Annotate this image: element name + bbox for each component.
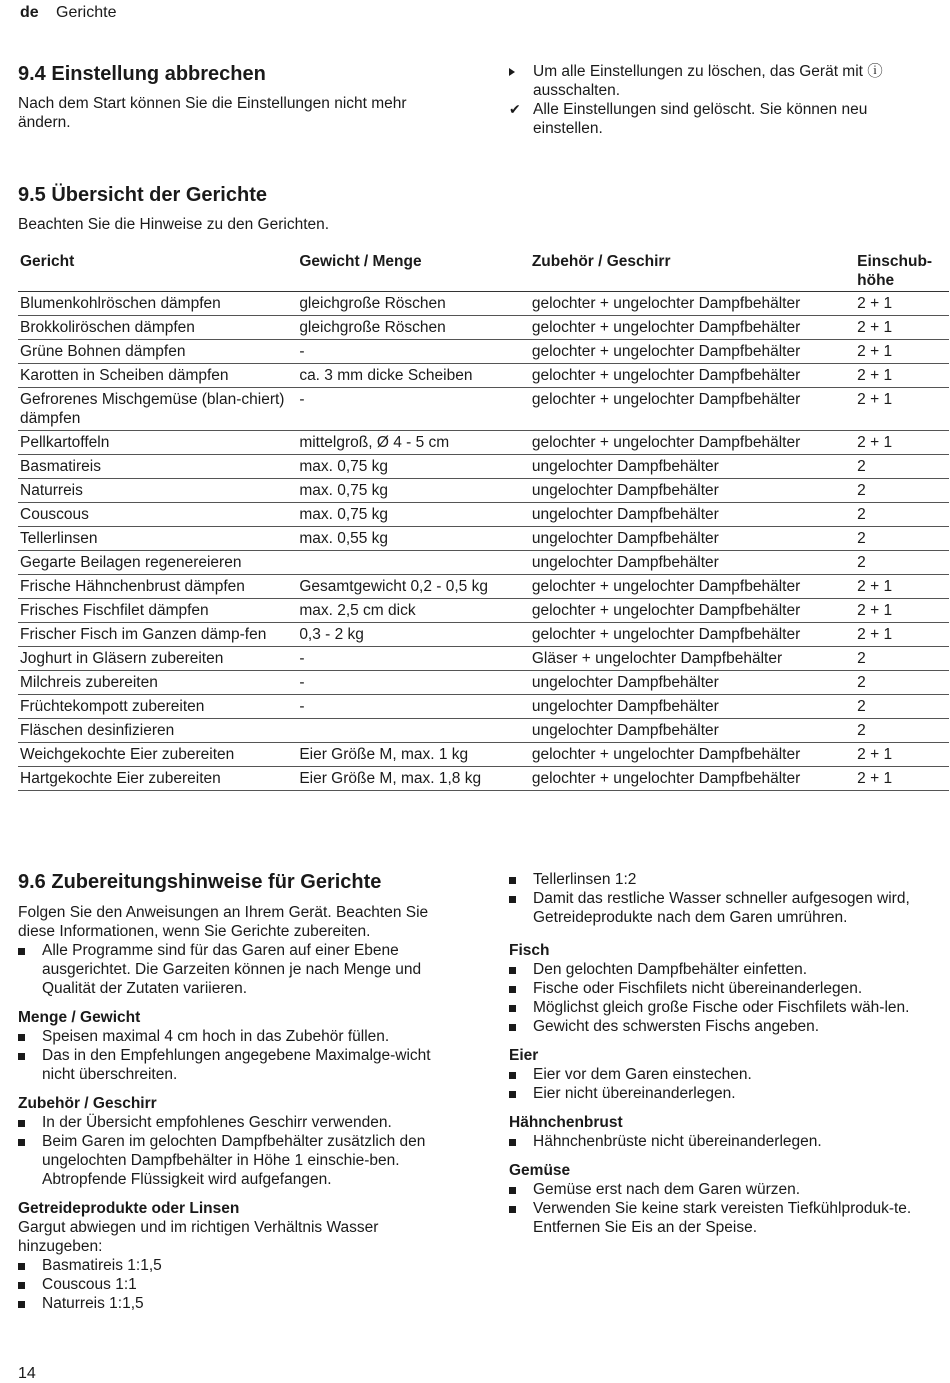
- table-row: [18, 599, 949, 623]
- bullet-icon: [18, 941, 25, 960]
- cell-weight: -: [297, 647, 530, 671]
- list-item-text: Hähnchenbrüste nicht übereinanderlegen.: [533, 1133, 822, 1150]
- cell-accessory: gelochter + ungelochter Dampfbehälter: [530, 575, 855, 599]
- cell-level: 2 + 1: [855, 623, 949, 647]
- table-row: [18, 340, 949, 364]
- subheading-getreide: Getreideprodukte oder Linsen: [18, 1200, 240, 1217]
- section-9-4: [18, 62, 448, 132]
- cell-level: 2 + 1: [855, 575, 949, 599]
- list-item-text: Alle Programme sind für das Garen auf einer Ebene ausgerichtet. Die Garzeiten können je nach Menge und Qualität der Zutaten variieren.: [42, 942, 422, 997]
- bullet-icon: [509, 1084, 516, 1103]
- cell-dish: Hartgekochte Eier zubereiten: [18, 767, 297, 791]
- bullet-icon: [509, 870, 516, 889]
- cell-level: 2: [855, 503, 949, 527]
- cell-level: 2: [855, 695, 949, 719]
- list-item-text: Fische oder Fischfilets nicht übereinanderlegen.: [533, 980, 863, 997]
- haehnchen-list: [509, 1132, 947, 1151]
- check-icon: ✔: [509, 101, 521, 117]
- bullet-icon: [509, 960, 516, 979]
- table-row: [18, 431, 949, 455]
- table-row: [18, 527, 949, 551]
- table-row: [18, 388, 949, 431]
- subheading-fisch: Fisch: [509, 942, 550, 959]
- table-row: [18, 743, 949, 767]
- bullet-icon: [509, 1017, 516, 1036]
- list-item-text: Das in den Empfehlungen angegebene Maximalge-wicht nicht überschreiten.: [42, 1047, 431, 1083]
- s96-intro: Folgen Sie den Anweisungen an Ihrem Gerät. Beachten Sie diese Informationen, wenn Sie Gerichte zubereiten.: [18, 904, 429, 940]
- step-text: Um alle Einstellungen zu löschen, das Gerät mit ⓘ ausschalten.: [533, 63, 883, 99]
- cell-weight: [297, 551, 530, 575]
- cell-weight: 0,3 - 2 kg: [297, 623, 530, 647]
- cell-level: 2: [855, 671, 949, 695]
- cell-weight: max. 0,75 kg: [297, 479, 530, 503]
- bullet-icon: [509, 998, 516, 1017]
- cell-weight: max. 0,75 kg: [297, 455, 530, 479]
- cell-accessory: ungelochter Dampfbehälter: [530, 527, 855, 551]
- cell-weight: gleichgroße Röschen: [297, 292, 530, 316]
- cell-dish: Basmatireis: [18, 455, 297, 479]
- list-item: [18, 1046, 463, 1084]
- cell-accessory: ungelochter Dampfbehälter: [530, 479, 855, 503]
- cell-level: 2: [855, 527, 949, 551]
- cell-accessory: gelochter + ungelochter Dampfbehälter: [530, 388, 855, 431]
- bullet-icon: [18, 1275, 25, 1294]
- subheading-gemuese: Gemüse: [509, 1162, 571, 1179]
- list-item-text: Damit das restliche Wasser schneller aufgesogen wird, Getreideprodukte nach dem Garen umrühren.: [533, 890, 910, 926]
- list-item: [18, 1113, 463, 1132]
- bullet-icon: [18, 1294, 25, 1313]
- cell-weight: Gesamtgewicht 0,2 - 0,5 kg: [297, 575, 530, 599]
- cell-dish: Frisches Fischfilet dämpfen: [18, 599, 297, 623]
- bullet-icon: [18, 1113, 25, 1132]
- cell-dish: Gefrorenes Mischgemüse (blan-chiert) dämpfen: [18, 388, 297, 431]
- cell-accessory: Gläser + ungelochter Dampfbehälter: [530, 647, 855, 671]
- list-item-text: Naturreis 1:1,5: [42, 1295, 144, 1312]
- list-item: [509, 1065, 947, 1084]
- cell-dish: Frische Hähnchenbrust dämpfen: [18, 575, 297, 599]
- table-row: [18, 292, 949, 316]
- list-item: [18, 1256, 463, 1275]
- list-item: [509, 1180, 947, 1199]
- cell-accessory: gelochter + ungelochter Dampfbehälter: [530, 767, 855, 791]
- list-item: [509, 1199, 947, 1237]
- list-item: [18, 1027, 463, 1046]
- cell-level: 2 + 1: [855, 340, 949, 364]
- bullet-icon: [509, 889, 516, 908]
- cell-accessory: gelochter + ungelochter Dampfbehälter: [530, 340, 855, 364]
- language-label: de: [20, 4, 39, 21]
- list-item-text: Verwenden Sie keine stark vereisten Tiefkühlproduk-te. Entfernen Sie Eis an der Speise.: [533, 1200, 912, 1236]
- cell-dish: Karotten in Scheiben dämpfen: [18, 364, 297, 388]
- cell-weight: -: [297, 388, 530, 431]
- list-item: [509, 998, 947, 1017]
- cell-weight: gleichgroße Röschen: [297, 316, 530, 340]
- cell-level: 2: [855, 647, 949, 671]
- list-item-text: Basmatireis 1:1,5: [42, 1257, 162, 1274]
- bullet-icon: [18, 1132, 25, 1151]
- table-row: [18, 316, 949, 340]
- list-item-text: Gemüse erst nach dem Garen würzen.: [533, 1181, 801, 1198]
- list-item: [509, 960, 947, 979]
- getreide-list-cont: [509, 870, 947, 927]
- result-item: [509, 100, 939, 138]
- cell-weight: mittelgroß, Ø 4 - 5 cm: [297, 431, 530, 455]
- cell-dish: Früchtekompott zubereiten: [18, 695, 297, 719]
- cell-accessory: gelochter + ungelochter Dampfbehälter: [530, 292, 855, 316]
- list-item: [18, 1132, 463, 1189]
- eier-list: [509, 1065, 947, 1103]
- cell-accessory: gelochter + ungelochter Dampfbehälter: [530, 431, 855, 455]
- list-item-text: Beim Garen im gelochten Dampfbehälter zusätzlich den ungelochten Dampfbehälter in Höhe 1 einschie-ben. Abtropfende Flüssigkeit wird aufgefangen.: [42, 1133, 426, 1188]
- getreide-text: Gargut abwiegen und im richtigen Verhältnis Wasser hinzugeben:: [18, 1219, 379, 1255]
- bullet-icon: [509, 1065, 516, 1084]
- subheading-zubehoer: Zubehör / Geschirr: [18, 1095, 157, 1112]
- cell-dish: Milchreis zubereiten: [18, 671, 297, 695]
- cell-accessory: ungelochter Dampfbehälter: [530, 695, 855, 719]
- arrow-icon: [509, 62, 515, 81]
- cell-accessory: ungelochter Dampfbehälter: [530, 719, 855, 743]
- list-item: [509, 1084, 947, 1103]
- cell-level: 2 + 1: [855, 292, 949, 316]
- cell-accessory: ungelochter Dampfbehälter: [530, 503, 855, 527]
- cell-dish: Blumenkohlröschen dämpfen: [18, 292, 297, 316]
- list-item: [509, 1017, 947, 1036]
- col-header-level: Einschub-höhe: [855, 250, 949, 292]
- cell-dish: Weichgekochte Eier zubereiten: [18, 743, 297, 767]
- cell-dish: Tellerlinsen: [18, 527, 297, 551]
- cell-accessory: gelochter + ungelochter Dampfbehälter: [530, 623, 855, 647]
- cell-level: 2 + 1: [855, 431, 949, 455]
- heading-9-4: 9.4 Einstellung abbrechen: [18, 63, 266, 85]
- menge-list: [18, 1027, 463, 1084]
- intro-bullet-list: [18, 941, 463, 998]
- cell-level: 2 + 1: [855, 316, 949, 340]
- cell-weight: -: [297, 695, 530, 719]
- bullet-icon: [509, 1132, 516, 1151]
- list-item-text: Couscous 1:1: [42, 1276, 137, 1293]
- cell-weight: ca. 3 mm dicke Scheiben: [297, 364, 530, 388]
- table-row: [18, 479, 949, 503]
- subheading-eier: Eier: [509, 1047, 539, 1064]
- list-item-text: Den gelochten Dampfbehälter einfetten.: [533, 961, 808, 978]
- cell-level: 2: [855, 479, 949, 503]
- bullet-icon: [18, 1027, 25, 1046]
- table-row: [18, 695, 949, 719]
- list-item-text: Möglichst gleich große Fische oder Fischfilets wäh-len.: [533, 999, 910, 1016]
- col-header-dish: Gericht: [18, 250, 297, 292]
- getreide-list: [18, 1256, 463, 1313]
- s94-text: Nach dem Start können Sie die Einstellungen nicht mehr ändern.: [18, 95, 407, 131]
- cell-level: 2: [855, 455, 949, 479]
- cell-accessory: ungelochter Dampfbehälter: [530, 551, 855, 575]
- s95-intro: Beachten Sie die Hinweise zu den Gerichten.: [18, 216, 330, 233]
- list-item: [18, 941, 463, 998]
- cell-accessory: gelochter + ungelochter Dampfbehälter: [530, 599, 855, 623]
- cell-weight: -: [297, 671, 530, 695]
- list-item-text: Eier vor dem Garen einstechen.: [533, 1066, 752, 1083]
- table-row: [18, 719, 949, 743]
- table-row: [18, 455, 949, 479]
- section-9-4-steps: [509, 62, 939, 138]
- page-number: 14: [18, 1365, 36, 1382]
- cell-level: 2 + 1: [855, 743, 949, 767]
- list-item: [18, 1294, 463, 1313]
- list-item-text: In der Übersicht empfohlenes Geschirr verwenden.: [42, 1114, 392, 1131]
- cell-weight: Eier Größe M, max. 1 kg: [297, 743, 530, 767]
- cell-accessory: gelochter + ungelochter Dampfbehälter: [530, 364, 855, 388]
- list-item: [509, 979, 947, 998]
- cell-dish: Couscous: [18, 503, 297, 527]
- section-9-6-right: [509, 870, 947, 1237]
- cell-level: 2 + 1: [855, 767, 949, 791]
- list-item: [509, 1132, 947, 1151]
- heading-9-5: 9.5 Übersicht der Gerichte: [18, 184, 267, 206]
- cell-accessory: gelochter + ungelochter Dampfbehälter: [530, 316, 855, 340]
- cell-weight: max. 0,75 kg: [297, 503, 530, 527]
- table-row: [18, 647, 949, 671]
- gemuese-list: [509, 1180, 947, 1237]
- dishes-table: [18, 250, 949, 791]
- cell-dish: Joghurt in Gläsern zubereiten: [18, 647, 297, 671]
- cell-accessory: ungelochter Dampfbehälter: [530, 455, 855, 479]
- table-header-row: [18, 250, 949, 292]
- cell-weight: Eier Größe M, max. 1,8 kg: [297, 767, 530, 791]
- cell-dish: Frischer Fisch im Ganzen dämp-fen: [18, 623, 297, 647]
- cell-weight: [297, 719, 530, 743]
- zubehoer-list: [18, 1113, 463, 1189]
- cell-level: 2: [855, 719, 949, 743]
- table-row: [18, 767, 949, 791]
- list-item-text: Speisen maximal 4 cm hoch in das Zubehör füllen.: [42, 1028, 390, 1045]
- cell-dish: Naturreis: [18, 479, 297, 503]
- list-item-text: Tellerlinsen 1:2: [533, 871, 637, 888]
- cell-dish: Fläschen desinfizieren: [18, 719, 297, 743]
- fisch-list: [509, 960, 947, 1036]
- heading-9-6: 9.6 Zubereitungshinweise für Gerichte: [18, 871, 382, 893]
- table-row: [18, 364, 949, 388]
- table-row: [18, 575, 949, 599]
- subheading-menge: Menge / Gewicht: [18, 1009, 141, 1026]
- cell-weight: -: [297, 340, 530, 364]
- chapter-title: Gerichte: [56, 4, 117, 21]
- cell-accessory: gelochter + ungelochter Dampfbehälter: [530, 743, 855, 767]
- col-header-accessory: Zubehör / Geschirr: [530, 250, 855, 292]
- list-item: [509, 889, 947, 927]
- col-header-weight: Gewicht / Menge: [297, 250, 530, 292]
- bullet-icon: [509, 1199, 516, 1218]
- table-row: [18, 503, 949, 527]
- table-row: [18, 671, 949, 695]
- cell-dish: Brokkoliröschen dämpfen: [18, 316, 297, 340]
- cell-accessory: ungelochter Dampfbehälter: [530, 671, 855, 695]
- list-item: [18, 1275, 463, 1294]
- list-item-text: Gewicht des schwersten Fischs angeben.: [533, 1018, 820, 1035]
- cell-level: 2 + 1: [855, 364, 949, 388]
- bullet-icon: [509, 1180, 516, 1199]
- result-text: Alle Einstellungen sind gelöscht. Sie können neu einstellen.: [533, 101, 868, 137]
- section-9-6: [18, 870, 463, 1313]
- cell-level: 2: [855, 551, 949, 575]
- cell-dish: Gegarte Beilagen regenereieren: [18, 551, 297, 575]
- section-9-5: [18, 183, 618, 234]
- list-item-text: Eier nicht übereinanderlegen.: [533, 1085, 736, 1102]
- subheading-haehnchen: Hähnchenbrust: [509, 1114, 623, 1131]
- bullet-icon: [18, 1256, 25, 1275]
- step-item: [509, 62, 939, 100]
- cell-weight: max. 2,5 cm dick: [297, 599, 530, 623]
- bullet-icon: [509, 979, 516, 998]
- cell-dish: Pellkartoffeln: [18, 431, 297, 455]
- cell-weight: max. 0,55 kg: [297, 527, 530, 551]
- list-item: [509, 870, 947, 889]
- table-row: [18, 551, 949, 575]
- cell-level: 2 + 1: [855, 388, 949, 431]
- cell-dish: Grüne Bohnen dämpfen: [18, 340, 297, 364]
- table-row: [18, 623, 949, 647]
- cell-level: 2 + 1: [855, 599, 949, 623]
- bullet-icon: [18, 1046, 25, 1065]
